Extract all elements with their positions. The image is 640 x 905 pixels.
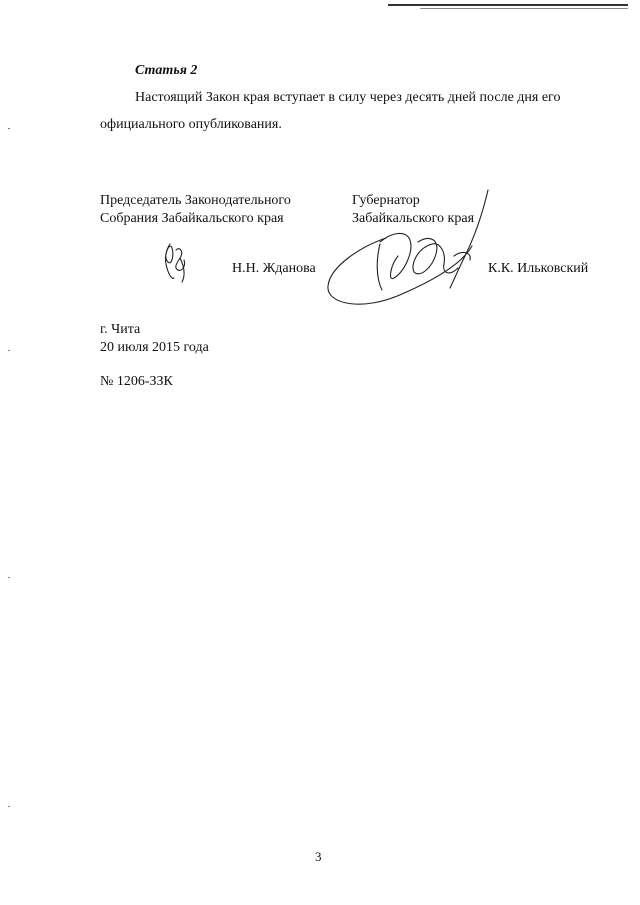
scan-speck	[8, 806, 10, 807]
governor-name: К.К. Ильковский	[488, 261, 589, 276]
chair-name: Н.Н. Жданова	[232, 261, 316, 276]
governor-position: Забайкальского края	[352, 211, 475, 226]
city: г. Чита	[100, 322, 141, 337]
scan-border-line	[420, 8, 628, 9]
chair-signature	[160, 240, 190, 284]
governor-position: Губернатор	[352, 193, 420, 208]
article-text-line: официального опубликования.	[100, 117, 282, 132]
article-title: Статья 2	[135, 63, 198, 78]
chair-position: Председатель Законодательного	[100, 193, 291, 208]
law-number: № 1206-ЗЗК	[100, 374, 173, 389]
chair-position: Собрания Забайкальского края	[100, 211, 284, 226]
scan-speck	[8, 128, 10, 129]
governor-signature	[322, 186, 492, 316]
article-text-line: Настоящий Закон края вступает в силу через десять дней после дня его	[135, 90, 561, 105]
date: 20 июля 2015 года	[100, 340, 209, 355]
scan-speck	[8, 577, 10, 578]
scan-speck	[8, 350, 10, 351]
scan-border-line	[388, 4, 628, 6]
page-number: 3	[315, 849, 322, 864]
